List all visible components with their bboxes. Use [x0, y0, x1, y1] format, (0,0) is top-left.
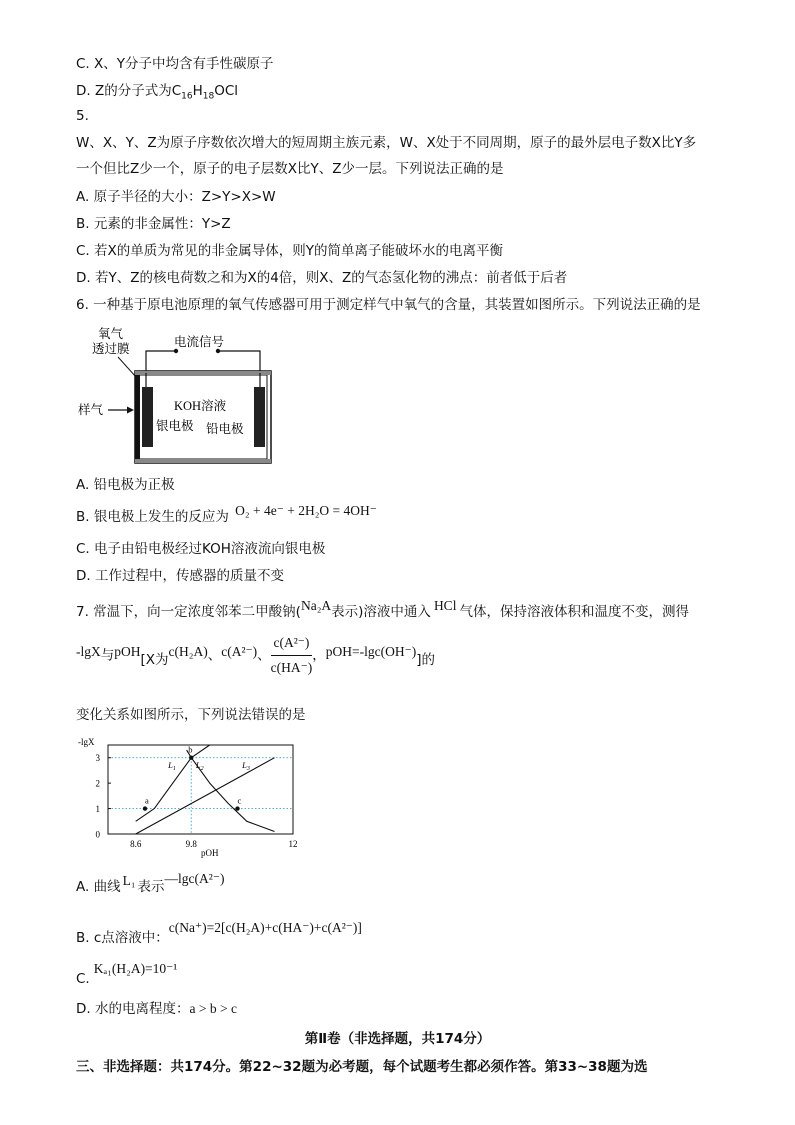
- q7-option-b-prefix: B. c点溶液中：: [76, 930, 169, 946]
- q6-option-a: A. 铅电极为正极: [76, 477, 175, 493]
- series-line-L3: [136, 758, 275, 834]
- oxygen-sensor-diagram: [78, 325, 278, 470]
- q7-option-b: [76, 920, 362, 947]
- series-line-L1: [136, 745, 210, 821]
- q7-sep2: 、: [257, 647, 271, 664]
- q7-poh: pOH: [114, 643, 141, 659]
- q5-option-a: A. 原子半径的大小：Z>Y>X>W: [76, 189, 276, 205]
- q4-option-c: C. X、Y分子中均含有手性碳原子: [76, 56, 274, 72]
- point-b: [189, 756, 193, 760]
- q7-option-a-mid: 表示: [137, 879, 165, 895]
- q4-option-d: [76, 82, 238, 106]
- point-label-a: a: [145, 795, 149, 806]
- section-iii-instructions: 三、非选择题：共174分。第22~32题为必考题，每个试题考生都必须作答。第33~38题为选: [76, 1059, 648, 1075]
- q7-option-b-equation: c(Na⁺)=2[c(H₂A)+c(HA⁻)+c(A²⁻)]: [168, 920, 362, 935]
- q7-c-h2a: c(H₂A): [168, 643, 208, 659]
- q7-option-d-equation: a > b > c: [189, 1001, 237, 1016]
- q7-ratio-fraction: [271, 632, 313, 679]
- lead-electrode: [254, 387, 265, 447]
- membrane-label-2: 透过膜: [92, 342, 130, 356]
- q5-option-c: C. 若X的单质为常见的非金属导体，则Y的简单离子能破坏水的电离平衡: [76, 243, 504, 259]
- q4-option-d-prefix: D. Z的分子式为C: [76, 83, 182, 99]
- q7-option-a: [76, 871, 225, 896]
- q7-option-d: [76, 1000, 237, 1018]
- x-tick-label-12: 12: [288, 839, 298, 849]
- cell-top-wall: [135, 371, 271, 375]
- q7-option-c-equation: Kₐ₁(H₂A)=10⁻¹: [93, 961, 178, 976]
- sample-gas-label: 样气: [78, 403, 104, 417]
- membrane-label-1: 氧气: [98, 327, 124, 341]
- q5-option-b: B. 元素的非金属性：Y>Z: [76, 216, 231, 232]
- q6-option-b: [76, 503, 377, 526]
- y-tick-label-0: 0: [95, 829, 100, 840]
- q7-option-a-l1: L₁: [122, 873, 136, 888]
- membrane-pointer: [118, 357, 136, 377]
- q7-sep3: ，: [312, 647, 326, 664]
- cell-bottom-wall: [135, 459, 271, 463]
- wire-left: [146, 351, 176, 373]
- point-a: [143, 806, 147, 810]
- q7-neg-lgx: -lgX: [76, 643, 101, 659]
- terminal-left: [174, 349, 178, 353]
- q6-option-d: D. 工作过程中，传感器的质量不变: [76, 568, 284, 584]
- series-label-L1: $L_1$: [168, 759, 176, 772]
- q7-stem-a: 7. 常温下，向一定浓度邻苯二甲酸钠(: [76, 604, 301, 620]
- series-label-L3: $L_3$: [242, 759, 250, 772]
- oxygen-membrane: [135, 375, 140, 459]
- q7-x-is: [X为: [140, 651, 169, 668]
- y-tick-label-1: 1: [95, 804, 100, 815]
- y-tick-label-2: 2: [95, 778, 100, 789]
- sample-gas-arrowhead: [127, 407, 134, 414]
- y-tick-label-3: 3: [95, 753, 100, 764]
- section-ii-title: 第Ⅱ卷（非选择题，共174分）: [304, 1031, 491, 1047]
- q7-option-a-equation: —lgc(A²⁻): [164, 871, 225, 886]
- q5-stem-line2: 一个但比Z少一个，原子的电子层数X比Y、Z少一层。下列说法正确的是: [76, 161, 504, 177]
- q4-option-d-rest: OCl: [214, 83, 239, 99]
- q7-ratio-numerator: c(A²⁻): [271, 632, 313, 656]
- q7-c-a2: c(A²⁻): [221, 643, 258, 659]
- wire-right: [216, 351, 260, 373]
- y-axis-label: -lgX: [78, 737, 95, 747]
- point-label-c: c: [237, 795, 242, 806]
- q7-stem-line2: [76, 632, 435, 679]
- series-label-L2: $L_2$: [195, 759, 204, 772]
- q6-option-b-equation: O₂ + 4e⁻ + 2H₂O = 4OH⁻: [235, 503, 377, 518]
- q5-option-d: D. 若Y、Z的核电荷数之和为X的4倍，则X、Z的气态氢化物的沸点：前者低于后者: [76, 270, 568, 286]
- x-tick-label-8.6: 8.6: [130, 839, 142, 849]
- q7-stem-c: 气体，保持溶液体积和温度不变，测得: [459, 604, 689, 620]
- silver-electrode-label: 银电极: [156, 419, 194, 433]
- q7-option-c-prefix: C.: [76, 971, 90, 987]
- q7-option-d-prefix: D. 水的电离程度：: [76, 1001, 190, 1017]
- koh-solution-label: KOH溶液: [174, 399, 227, 413]
- q4-option-d-c-count: 16: [181, 91, 193, 102]
- terminal-right: [216, 349, 220, 353]
- q7-stem-na2a: Na₂A: [300, 598, 332, 613]
- silver-electrode: [142, 387, 153, 447]
- q4-option-d-h: H: [192, 83, 203, 99]
- q7-stem-line1: [76, 598, 689, 621]
- q7-and: 与: [100, 647, 115, 664]
- q7-relationship-end: ]的: [416, 651, 435, 668]
- q7-stem-line3: 变化关系如图所示，下列说法错误的是: [76, 707, 306, 723]
- q7-chart: [78, 737, 308, 862]
- q7-ratio-denominator: c(HA⁻): [270, 660, 313, 675]
- q7-stem-hcl: HCl: [433, 598, 457, 613]
- q7-option-c: [76, 961, 178, 988]
- lead-electrode-label: 铅电极: [206, 422, 244, 436]
- q7-sep1: 、: [207, 647, 222, 664]
- q7-stem-b: 表示)溶液中通入: [331, 604, 431, 620]
- point-c: [235, 806, 239, 810]
- cell-inner: [139, 375, 267, 459]
- q5-stem-line1: W、X、Y、Z为原子序数依次增大的短周期主族元素，W、X处于不同周期，原子的最外层电子数X比Y多: [76, 135, 697, 151]
- q6-stem: 6. 一种基于原电池原理的氧气传感器可用于测定样气中氧气的含量，其装置如图所示。下列说法正确的是: [76, 297, 701, 313]
- q7-poh-definition: pOH=-lgc(OH⁻): [325, 643, 417, 659]
- x-axis-label: pOH: [201, 848, 219, 858]
- point-label-b: b: [188, 744, 193, 755]
- q4-option-d-h-count: 18: [202, 91, 215, 102]
- q6-option-c: C. 电子由铅电极经过KOH溶液流向银电极: [76, 541, 326, 557]
- current-signal-label: 电流信号: [174, 335, 225, 349]
- q7-option-a-prefix: A. 曲线: [76, 879, 121, 895]
- q6-option-b-text: B. 银电极上发生的反应为: [76, 509, 229, 525]
- x-tick-label-9.8: 9.8: [185, 839, 197, 849]
- q5-number: 5.: [76, 108, 89, 124]
